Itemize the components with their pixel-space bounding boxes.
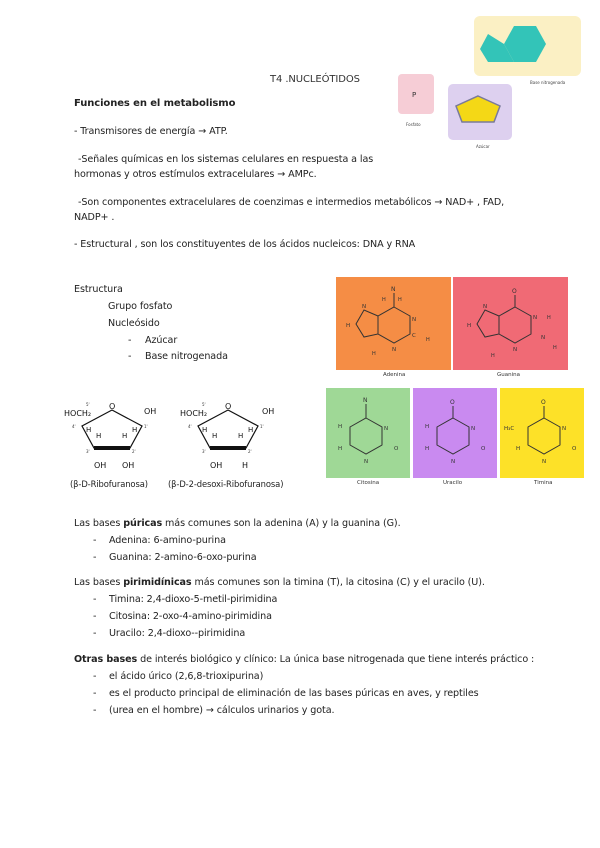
puricas-intro: Las bases púricas más comunes son la adenina (A) y la guanina (G). (74, 518, 401, 529)
phosphate-p: P (412, 91, 417, 99)
adenina-panel (336, 277, 451, 370)
svg-text:H: H (338, 424, 343, 430)
svg-text:N: N (542, 459, 547, 465)
svg-text:2': 2' (248, 449, 252, 454)
svg-text:H: H (242, 461, 249, 470)
svg-text:O: O (394, 446, 399, 452)
otras-intro: Otras bases de interés biológico y clínico: La única base nitrogenada que tiene interés práctico : (74, 654, 535, 665)
svg-text:OH: OH (262, 407, 275, 416)
svg-text:H: H (425, 446, 430, 452)
svg-text:4': 4' (72, 424, 76, 429)
citosina-structure (326, 388, 410, 478)
svg-text:O: O (225, 402, 232, 411)
desoxirribofuranosa-structure (178, 396, 282, 472)
funciones-item-4: - Estructural , son los constituyentes de los ácidos nucleicos: DNA y RNA (74, 239, 416, 250)
svg-text:H: H (467, 323, 472, 329)
timina-panel (500, 388, 584, 478)
svg-text:N: N (451, 459, 456, 465)
funciones-heading: Funciones en el metabolismo (74, 98, 236, 109)
funciones-item-1: - Transmisores de energía → ATP. (74, 126, 228, 137)
pirimidinicas-item-3: Uracilo: 2,4-dioxo--pirimidina (109, 628, 246, 639)
svg-text:N: N (483, 304, 488, 310)
svg-text:N: N (471, 426, 476, 432)
svg-text:N: N (513, 347, 518, 353)
svg-text:N: N (364, 459, 369, 465)
svg-text:O: O (572, 446, 577, 452)
estructura-label: Estructura (74, 284, 123, 295)
svg-text:2': 2' (132, 449, 136, 454)
base-caption: Base nitrogenada (530, 80, 566, 85)
estructura-azucar: Azúcar (145, 335, 178, 346)
nucleotide-diagram (396, 14, 586, 154)
svg-text:H: H (547, 315, 551, 321)
estructura-nucleosido: Nucleósido (108, 318, 160, 329)
svg-text:N: N (392, 347, 397, 353)
otras-item-1: el ácido úrico (2,6,8-trioxipurina) (109, 671, 264, 682)
funciones-item-3-line2: NADP+ . (74, 212, 115, 223)
phosphate-caption: Fosfato (406, 122, 421, 127)
adenina-caption: Adenina (383, 372, 406, 378)
svg-text:H: H (338, 446, 343, 452)
uracilo-panel (413, 388, 497, 478)
svg-text:H: H (212, 432, 218, 440)
svg-text:H: H (96, 432, 102, 440)
svg-text:N: N (363, 397, 368, 404)
svg-text:H: H (372, 351, 376, 357)
svg-text:1': 1' (144, 424, 148, 429)
funciones-item-3-line1: -Son componentes extracelulares de coenzimas e intermedios metabólicos → NAD+ , FAD, (78, 197, 505, 208)
svg-text:H: H (122, 432, 128, 440)
svg-text:H: H (248, 426, 254, 434)
svg-text:5': 5' (202, 402, 206, 407)
svg-text:H: H (382, 297, 386, 303)
svg-text:O: O (450, 399, 455, 406)
sugar-caption: Azúcar (476, 144, 490, 149)
svg-text:N: N (541, 335, 546, 341)
guanina-caption: Guanina (497, 372, 520, 378)
svg-text:N: N (412, 317, 417, 323)
guanina-panel (453, 277, 568, 370)
svg-text:OH: OH (122, 461, 135, 470)
svg-text:HOCH₂: HOCH₂ (64, 409, 92, 418)
pirimidinicas-intro: Las bases pirimidínicas más comunes son la timina (T), la citosina (C) y el uracilo (U). (74, 577, 485, 588)
puricas-item-1: Adenina: 6-amino-purina (109, 535, 226, 546)
svg-text:H: H (516, 446, 521, 452)
funciones-item-2-line2: hormonas y otros estímulos extracelulares → AMPc. (74, 169, 317, 180)
svg-text:H: H (86, 426, 92, 434)
ribofuranosa-caption: (β-D-Ribofuranosa) (70, 479, 148, 489)
svg-text:OH: OH (94, 461, 107, 470)
svg-text:O: O (109, 402, 116, 411)
svg-text:1': 1' (260, 424, 264, 429)
citosina-panel (326, 388, 410, 478)
pirimidinicas-item-1: Timina: 2,4-dioxo-5-metil-pirimidina (109, 594, 278, 605)
svg-text:4': 4' (188, 424, 192, 429)
funciones-item-2-line1: -Señales químicas en los sistemas celulares en respuesta a las (78, 154, 374, 165)
svg-text:N: N (384, 426, 389, 432)
svg-text:3': 3' (202, 449, 206, 454)
estructura-dash-1: - (128, 335, 132, 346)
desoxirribofuranosa-caption: (β-D-2-desoxi-Ribofuranosa) (168, 479, 284, 489)
svg-text:H: H (426, 337, 430, 343)
pirimidinicas-item-2: Citosina: 2-oxo-4-amino-pirimidina (109, 611, 272, 622)
svg-text:H: H (425, 424, 430, 430)
svg-text:C: C (412, 333, 416, 339)
adenina-structure (336, 277, 451, 370)
svg-text:H: H (553, 345, 557, 351)
otras-item-2: es el producto principal de eliminación de las bases púricas en aves, y reptiles (109, 688, 479, 699)
uracilo-structure (413, 388, 497, 478)
timina-structure (500, 388, 584, 478)
uracilo-caption: Uracilo (443, 480, 463, 486)
svg-text:H: H (238, 432, 244, 440)
otras-item-3: (urea en el hombre) → cálculos urinarios y gota. (109, 705, 335, 716)
puricas-item-2: Guanina: 2-amino-6-oxo-purina (109, 552, 257, 563)
svg-text:H₃C: H₃C (504, 426, 515, 432)
svg-text:OH: OH (144, 407, 157, 416)
svg-text:3': 3' (86, 449, 90, 454)
svg-text:H: H (346, 323, 351, 329)
svg-text:N: N (533, 315, 538, 321)
svg-text:N: N (562, 426, 567, 432)
svg-text:H: H (491, 353, 495, 359)
citosina-caption: Citosina (357, 480, 380, 486)
svg-text:O: O (541, 399, 546, 406)
svg-text:H: H (132, 426, 138, 434)
svg-text:O: O (512, 288, 517, 295)
estructura-grupo-fosfato: Grupo fosfato (108, 301, 173, 312)
page-title: T4 .NUCLEÓTIDOS (270, 74, 360, 85)
ribofuranosa-structure (62, 396, 162, 472)
svg-text:O: O (481, 446, 486, 452)
estructura-dash-2: - (128, 351, 132, 362)
svg-text:N: N (362, 304, 367, 310)
svg-text:H: H (398, 297, 402, 303)
svg-text:OH: OH (210, 461, 223, 470)
timina-caption: Timina (534, 480, 553, 486)
estructura-base: Base nitrogenada (145, 351, 228, 362)
svg-text:5': 5' (86, 402, 90, 407)
svg-text:HOCH₂: HOCH₂ (180, 409, 208, 418)
svg-text:H: H (202, 426, 208, 434)
svg-text:N: N (391, 286, 396, 293)
guanina-structure (453, 277, 568, 370)
